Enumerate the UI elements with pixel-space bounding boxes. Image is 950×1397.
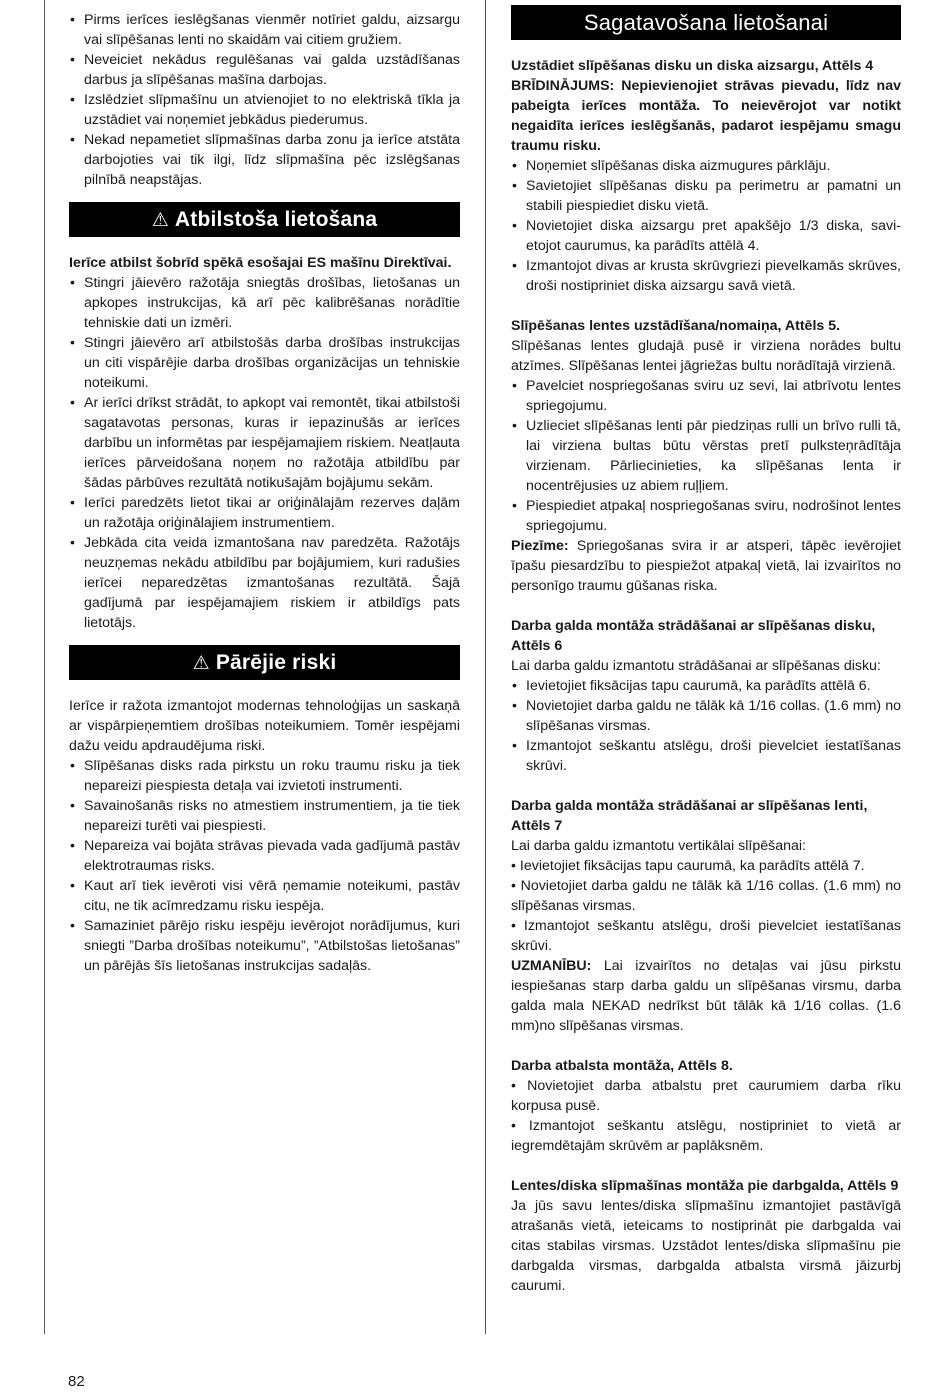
subsection-heading: Slīpēšanas lentes uzstādīšana/nomaiņa, Attēls 5.: [511, 318, 841, 334]
list-item: • Ievietojiet fiksācijas tapu caurumā, ka parādīts attēlā 6.: [511, 676, 901, 696]
list-item: • Izmantojot seškantu atslēgu, droši pievelciet iestatīšanas skrūvi.: [511, 918, 901, 954]
proper-use-bullet-list: [69, 273, 460, 633]
paragraph: Slīpēšanas lentes gludajā pusē ir virziena norādes bultu atzīmes. Slīpēšanas lentei jāgriežas bultu norādītajā virzienā.: [511, 338, 901, 374]
subsection-heading: Uzstādiet slīpēšanas disku un diska aizsargu, Attēls 4: [511, 58, 874, 74]
caution-paragraph: [511, 956, 901, 1036]
list-item: • Pavelciet nospriegošanas sviru uz sevi, lai atbrīvotu lentes spriegojumu.: [511, 376, 901, 416]
list-item: • Izslēdziet slīpmašīnu un atvienojiet to no elektriskā tīkla ja uzstādiet vai noņemiet jebkādus piederumus.: [69, 90, 460, 130]
belt-install-bullet-list: [511, 376, 901, 536]
section-lead: Ierīce ir ražota izmantojot modernas tehnoloģijas un saskaņā ar vispārpieņemtiem drošības noteikumiem. Tomēr iespējami dažu veidu apdraudējuma riski.: [69, 698, 460, 754]
page-number: 82: [68, 1373, 85, 1390]
list-item: • Samaziniet pārējo risku iespēju ievērojot norādījumus, kuri sniegti ”Darba drošības noteikumu”, ”Atbilstošas lietošanas” un pārējās šīs lietošanas instrukcijas sadaļās.: [69, 916, 460, 976]
list-item: • Stingri jāievēro arī atbilstošās darba drošības instrukcijas un citi vispārējie darba drošības organizācijas un tehniskie noteikumi.: [69, 333, 460, 393]
section-banner-preparation: [511, 5, 901, 40]
paragraph: Ja jūs savu lentes/diska slīpmašīnu izmantojiet pastāvīgā atrašanās vietā, ieteicams to nostiprināt pie darbgalda vai citas stabilas virsmas. Uzstādot lentes/diska slīpmašīnu pie darbgalda virsmas, darbgalda atbalsta virsmā jāizurbj caurumi.: [511, 1198, 901, 1294]
warning-paragraph: BRĪDINĀJUMS: Nepievienojiet strāvas pievadu, līdz nav pabeigta ierīces montāža. To neievērojot var notikt negaidīta ierīces ieslēgšanās, padarot iespējamu smagu traumu risku.: [511, 78, 901, 154]
list-item: • Novietojiet darba galdu ne tālāk kā 1/16 collas. (1.6 mm) no slīpēšanas virsmas.: [511, 696, 901, 736]
list-item: • Nepareiza vai bojāta strāvas pievada vada gadījumā pastāv elektrotraumas risks.: [69, 836, 460, 876]
list-item: • Savainošanās risks no atmestiem instrumentiem, ja tie tiek nepareizi turēti vai piespiesti.: [69, 796, 460, 836]
section-title: Pārējie riski: [215, 651, 337, 674]
subsection-heading: Lentes/diska slīpmašīnas montāža pie darbgalda, Attēls 9: [511, 1178, 899, 1194]
list-item: • Ievietojiet fiksācijas tapu caurumā, ka parādīts attēlā 7.: [511, 858, 865, 874]
list-item: • Ar ierīci drīkst strādāt, to apkopt vai remontēt, tikai atbilstoši sagatavotas personas, kuras ir iepazinušās ar ierīces darbību un informētas par iespējamajiem riskiem. Neatļauta ierīces pārveidošana noņem no ražotāja atbildību par šādas pārbūves rezultātā notikušajām bojājumu sekām.: [69, 393, 460, 493]
residual-risks-bullet-list: [69, 756, 460, 976]
note-label: Piezīme:: [511, 538, 569, 554]
subsection-heading: Darba galda montāža strādāšanai ar slīpēšanas disku, Attēls 6: [511, 618, 876, 654]
paragraph: Lai darba galdu izmantotu strādāšanai ar slīpēšanas disku:: [511, 658, 881, 674]
subsection-heading: Darba atbalsta montāža, Attēls 8.: [511, 1058, 733, 1074]
list-item: • Izmantojot seškantu atslēgu, droši pievelciet iestatīšanas skrūvi.: [511, 736, 901, 776]
list-item: • Izmantojot divas ar krusta skrūvgriezi pievelkamās skrūves, droši nostipriniet diska aizsargu savā vietā.: [511, 256, 901, 296]
list-item: • Izmantojot seškantu atslēgu, nostipriniet to vietā ar iegremdētajām skrūvēm ar paplāksnēm.: [511, 1118, 901, 1154]
note-paragraph: [511, 536, 901, 596]
section-banner-proper-use: [69, 202, 460, 237]
paragraph: Lai darba galdu izmantotu vertikālai slīpēšanai:: [511, 838, 806, 854]
center-column-rule: [485, 0, 486, 1334]
note-text: Spriegošanas svira ir ar atsperi, tāpēc ievērojiet īpašu piesardzību to piespiežot atpakaļ vietā, lai izvairītos no personīgo traumu gūšanas riska.: [511, 538, 901, 594]
list-item: • Noņemiet slīpēšanas diska aizmugures pārklāju.: [511, 156, 901, 176]
list-item: • Slīpēšanas disks rada pirkstu un roku traumu risku ja tiek nepareizi piespiesta detaļa vai izvietoti instrumenti.: [69, 756, 460, 796]
intro-bullet-list: [69, 10, 460, 190]
list-item: • Novietojiet darba galdu ne tālāk kā 1/16 collas. (1.6 mm) no slīpēšanas virsmas.: [511, 878, 901, 914]
subsection-heading: Darba galda montāža strādāšanai ar slīpēšanas lenti, Attēls 7: [511, 798, 868, 834]
list-item: • Ierīci paredzēts lietot tikai ar oriģinālajām rezerves daļām un ražotāja oriģinālajiem instrumentiem.: [69, 493, 460, 533]
list-item: • Savietojiet slīpēšanas disku pa perimetru ar pamatni un stabili piespiediet disku vietā.: [511, 176, 901, 216]
list-item: • Pirms ierīces ieslēgšanas vienmēr notīriet galdu, aizsargu vai slīpēšanas lenti no skaidām vai citiem gružiem.: [69, 10, 460, 50]
list-item: • Nekad nepametiet slīpmašīnas darba zonu ja ierīce atstāta darbojoties vai tik ilgi, līdz slīpmašīna pēc izslēgšanas pilnībā neapstājas.: [69, 130, 460, 190]
list-item: • Jebkāda cita veida izmantošana nav paredzēta. Ražotājs neuzņemas nekādu atbildību par bojājumiem, kuri radušies ierīcei neparedzētas izmantošanas rezultātā. Šajā gadījumā par iespējamajiem riskiem ir atbildīgs pats lietotājs.: [69, 533, 460, 633]
list-item: • Novietojiet diska aizsargu pret apakšējo 1/3 diska, savietojot caurumus, ka parādīts attēlā 4.: [511, 216, 901, 256]
right-column: [511, 5, 901, 1296]
list-item: • Piespiediet atpakaļ nospriegošanas sviru, nodrošinot lentes spriegojumu.: [511, 496, 901, 536]
caution-label: UZMANĪBU:: [511, 958, 592, 974]
disc-install-bullet-list: [511, 156, 901, 296]
list-item: • Neveiciet nekādus regulēšanas vai galda uzstādīšanas darbus ja slīpēšanas mašīna darbojas.: [69, 50, 460, 90]
list-item: • Novietojiet darba atbalstu pret caurumiem darba rīku korpusa pusē.: [511, 1078, 901, 1114]
left-column: [69, 10, 460, 976]
warning-triangle-icon: ⚠: [151, 210, 169, 231]
section-title: Atbilstoša lietošana: [174, 208, 378, 231]
list-item: • Uzlieciet slīpēšanas lenti pār piedziņas rulli un brīvo rulli tā, lai virziena bultas būtu vērstas pretī pulksteņrādītāja virzienam. Pārliecinieties, ka slīpēšanas lenta ir nocentrējusies uz abiem ruļļiem.: [511, 416, 901, 496]
list-item: • Stingri jāievēro ražotāja sniegtās drošības, lietošanas un apkopes instrukcijas, kā arī pēc kalibrēšanas norādītie tehniskie dati un izmēri.: [69, 273, 460, 333]
disc-table-bullet-list: [511, 676, 901, 776]
warning-triangle-icon: ⚠: [192, 653, 210, 674]
left-margin-rule: [44, 0, 45, 1334]
section-title: Sagatavošana lietošanai: [583, 10, 829, 35]
list-item: • Kaut arī tiek ievēroti visi vērā ņemamie noteikumi, pastāv citu, ne tik acīmredzamu risku iespēja.: [69, 876, 460, 916]
section-lead: Ierīce atbilst šobrīd spēkā esošajai ES mašīnu Direktīvai.: [69, 255, 452, 271]
caution-text: Lai izvairītos no detaļas vai jūsu pirkstu iespiešanas starp darba galdu un slīpēšanas virsmu, darba galda mala NEKAD nedrīkst būt tālāk kā 1/16 collas. (1.6 mm)no slīpēšanas virsmas.: [511, 958, 901, 1034]
section-banner-residual-risks: [69, 645, 460, 680]
